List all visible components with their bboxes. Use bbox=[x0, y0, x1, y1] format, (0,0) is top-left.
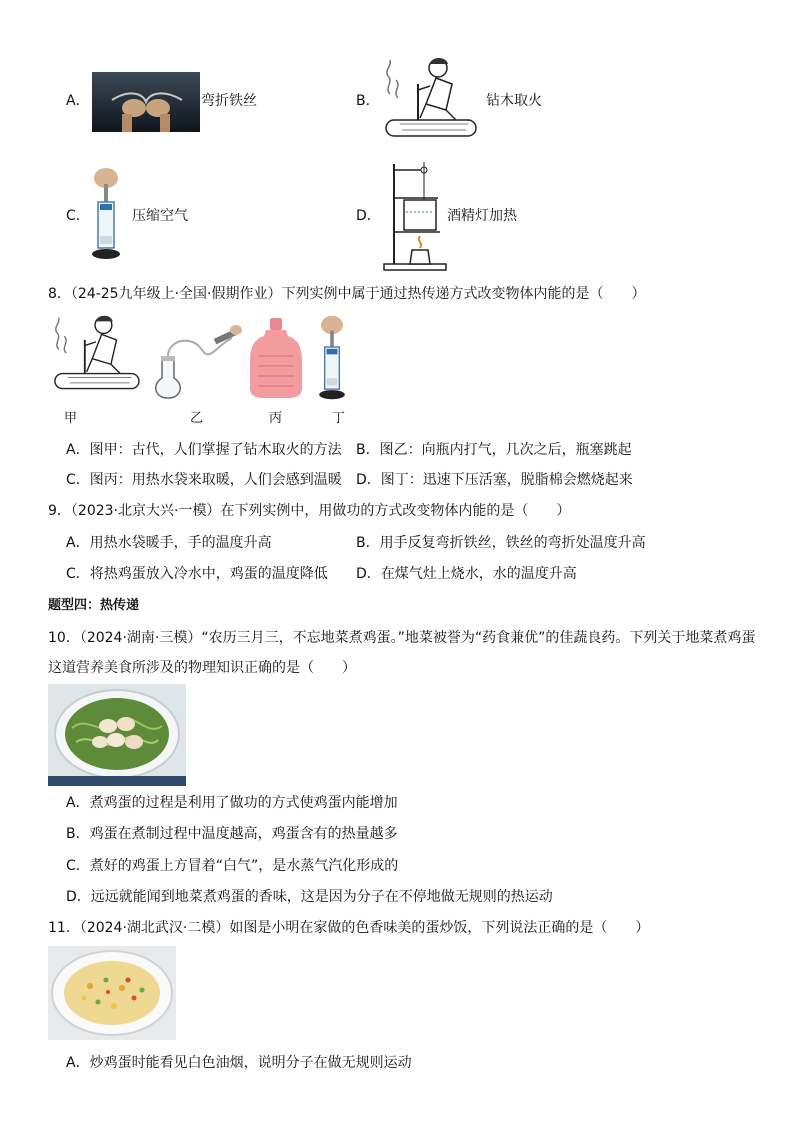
q9-stem: 9．（2023·北京大兴·一模）在下列实例中，用做功的方式改变物体内能的是（ ） bbox=[48, 503, 571, 519]
figure-label-yi: 乙 bbox=[190, 411, 204, 426]
egg-soup-photo bbox=[48, 684, 186, 786]
figure-ding-air-syringe bbox=[312, 314, 352, 402]
q10-stem-line1: 10．（2024·湖南·三模）“农历三月三，不忘地菜煮鸡蛋。”地菜被誉为“药食兼优”的佳蔬良药。下列关于地菜煮鸡蛋 bbox=[48, 630, 756, 646]
q8-option-b: B．图乙：向瓶内打气，几次之后，瓶塞跳起 bbox=[356, 442, 632, 458]
q7-option-d-letter: D． bbox=[356, 208, 381, 224]
figure-label-bing: 丙 bbox=[269, 411, 283, 426]
figure-yi-flask-pump bbox=[152, 320, 242, 400]
figure-jia-drilling-fire bbox=[48, 312, 144, 396]
air-compression-syringe bbox=[88, 166, 128, 262]
q7-option-a-letter: A． bbox=[66, 93, 90, 109]
egg-fried-rice-photo bbox=[48, 946, 176, 1040]
q11-stem: 11．（2024·湖北武汉·二模）如图是小明在家做的色香味美的蛋炒饭，下列说法正确的是（ ） bbox=[48, 920, 650, 936]
figure-label-ding: 丁 bbox=[332, 411, 346, 426]
q8-stem: 8．（24-25九年级上·全国·假期作业）下列实例中属于通过热传递方式改变物体内能的是（ ） bbox=[48, 286, 646, 302]
q10-stem-line2: 这道营养美食所涉及的物理知识正确的是（ ） bbox=[48, 660, 356, 676]
q7-option-c-letter: C． bbox=[66, 208, 90, 224]
alcohol-lamp-heating-apparatus bbox=[380, 156, 450, 274]
q7-option-a-text: 弯折铁丝 bbox=[201, 93, 257, 109]
q10-option-b: B．鸡蛋在煮制过程中温度越高，鸡蛋含有的热量越多 bbox=[66, 826, 398, 842]
figure-bing-hot-water-bag bbox=[248, 316, 304, 400]
figure-label-jia: 甲 bbox=[64, 411, 78, 426]
section-heading: 题型四：热传递 bbox=[48, 598, 140, 613]
q9-option-c: C．将热鸡蛋放入冷水中，鸡蛋的温度降低 bbox=[66, 566, 328, 582]
q8-figure-row bbox=[48, 312, 368, 428]
q7-option-b-letter: B． bbox=[356, 93, 380, 109]
q7-option-b-text: 钻木取火 bbox=[486, 93, 542, 109]
q9-option-a: A．用热水袋暖手，手的温度升高 bbox=[66, 535, 272, 551]
bending-wire-photo bbox=[92, 72, 200, 132]
q10-option-c: C．煮好的鸡蛋上方冒着“白气”，是水蒸气汽化形成的 bbox=[66, 858, 399, 874]
q11-option-a: A．炒鸡蛋时能看见白色油烟，说明分子在做无规则运动 bbox=[66, 1055, 412, 1071]
q7-option-c-text: 压缩空气 bbox=[132, 208, 188, 224]
q8-option-d: D．图丁：迅速下压活塞，脱脂棉会燃烧起来 bbox=[356, 472, 633, 488]
q8-option-a: A．图甲：古代，人们掌握了钻木取火的方法 bbox=[66, 442, 342, 458]
q10-option-d: D．远远就能闻到地菜煮鸡蛋的香味，这是因为分子在不停地做无规则的热运动 bbox=[66, 889, 553, 905]
q7-options bbox=[0, 0, 794, 280]
q9-option-d: D．在煤气灶上烧水，水的温度升高 bbox=[356, 566, 577, 582]
drilling-fire-illustration bbox=[380, 54, 480, 144]
q8-option-c: C．图丙：用热水袋来取暖，人们会感到温暖 bbox=[66, 472, 342, 488]
q9-option-b: B．用手反复弯折铁丝，铁丝的弯折处温度升高 bbox=[356, 535, 646, 551]
q10-option-a: A．煮鸡蛋的过程是利用了做功的方式使鸡蛋内能增加 bbox=[66, 795, 398, 811]
q7-option-d-text: 酒精灯加热 bbox=[447, 208, 517, 224]
